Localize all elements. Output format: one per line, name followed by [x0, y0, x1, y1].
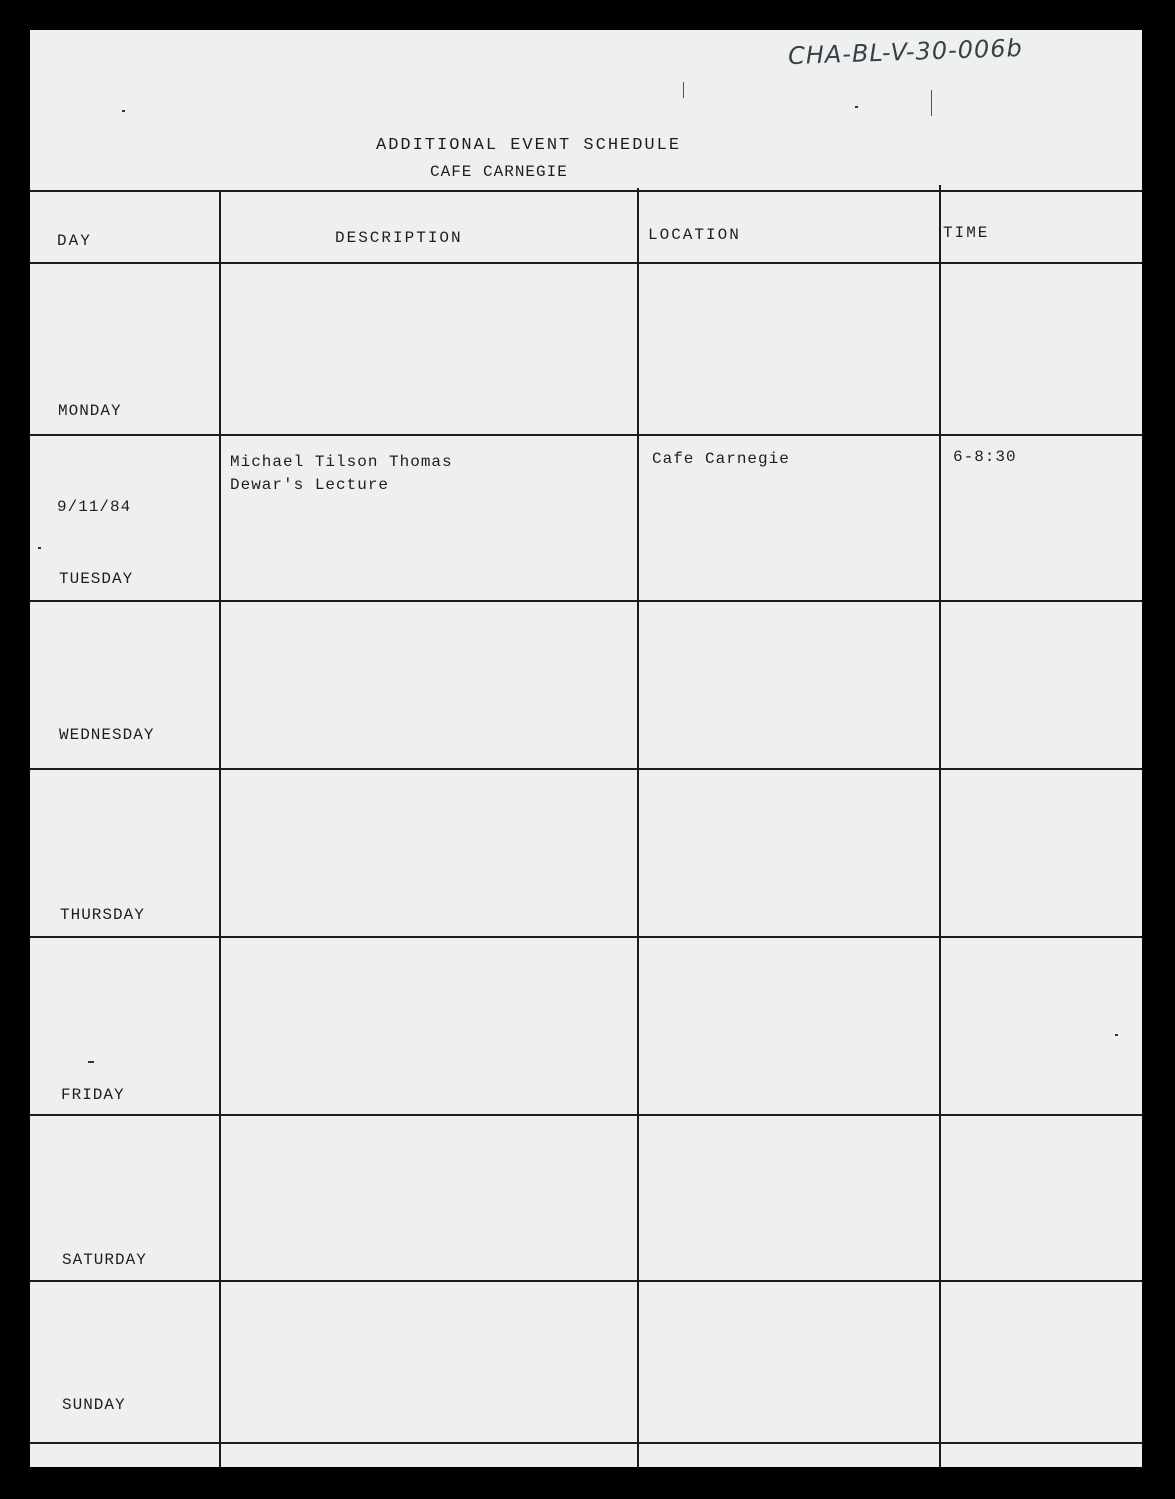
row-rule-saturday	[30, 1280, 1142, 1282]
location-tuesday: Cafe Carnegie	[652, 450, 790, 468]
day-sunday: SUNDAY	[62, 1396, 126, 1414]
row-rule-sunday	[30, 1442, 1142, 1444]
scan-speck	[88, 1061, 94, 1063]
day-tuesday: TUESDAY	[59, 570, 134, 588]
row-rule-monday	[30, 434, 1142, 436]
time-tuesday: 6-8:30	[953, 448, 1017, 466]
scan-speck	[855, 106, 858, 108]
description-tuesday	[230, 451, 453, 497]
header-bottom-rule	[30, 262, 1142, 264]
header-day: DAY	[57, 232, 92, 250]
date-tuesday: 9/11/84	[57, 498, 132, 516]
schedule-table	[30, 30, 1142, 1467]
document-page	[30, 30, 1142, 1467]
description-line: Dewar's Lecture	[230, 476, 390, 494]
archive-id-handwritten: CHA-BL-V-30-006b	[787, 33, 1024, 71]
day-wednesday: WEDNESDAY	[59, 726, 155, 744]
row-rule-wednesday	[30, 768, 1142, 770]
page-title: ADDITIONAL EVENT SCHEDULE	[376, 136, 682, 155]
row-rule-friday	[30, 1114, 1142, 1116]
scan-mark	[683, 82, 684, 98]
scan-mark	[931, 90, 932, 116]
col-rule-description	[637, 188, 639, 1467]
day-thursday: THURSDAY	[60, 906, 145, 924]
col-rule-day	[219, 190, 221, 1467]
scan-speck	[38, 547, 41, 549]
row-rule-thursday	[30, 936, 1142, 938]
row-rule-tuesday	[30, 600, 1142, 602]
description-line: Michael Tilson Thomas	[230, 453, 453, 471]
table-top-rule	[30, 190, 1142, 192]
header-time: TIME	[943, 224, 990, 242]
page-subtitle: CAFE CARNEGIE	[430, 163, 568, 181]
col-rule-location	[939, 185, 941, 1467]
day-saturday: SATURDAY	[62, 1251, 147, 1269]
scan-speck	[122, 110, 125, 112]
day-friday: FRIDAY	[61, 1086, 125, 1104]
header-description: DESCRIPTION	[335, 229, 463, 247]
day-monday: MONDAY	[58, 402, 122, 420]
scan-speck	[1115, 1034, 1118, 1036]
header-location: LOCATION	[648, 226, 741, 244]
